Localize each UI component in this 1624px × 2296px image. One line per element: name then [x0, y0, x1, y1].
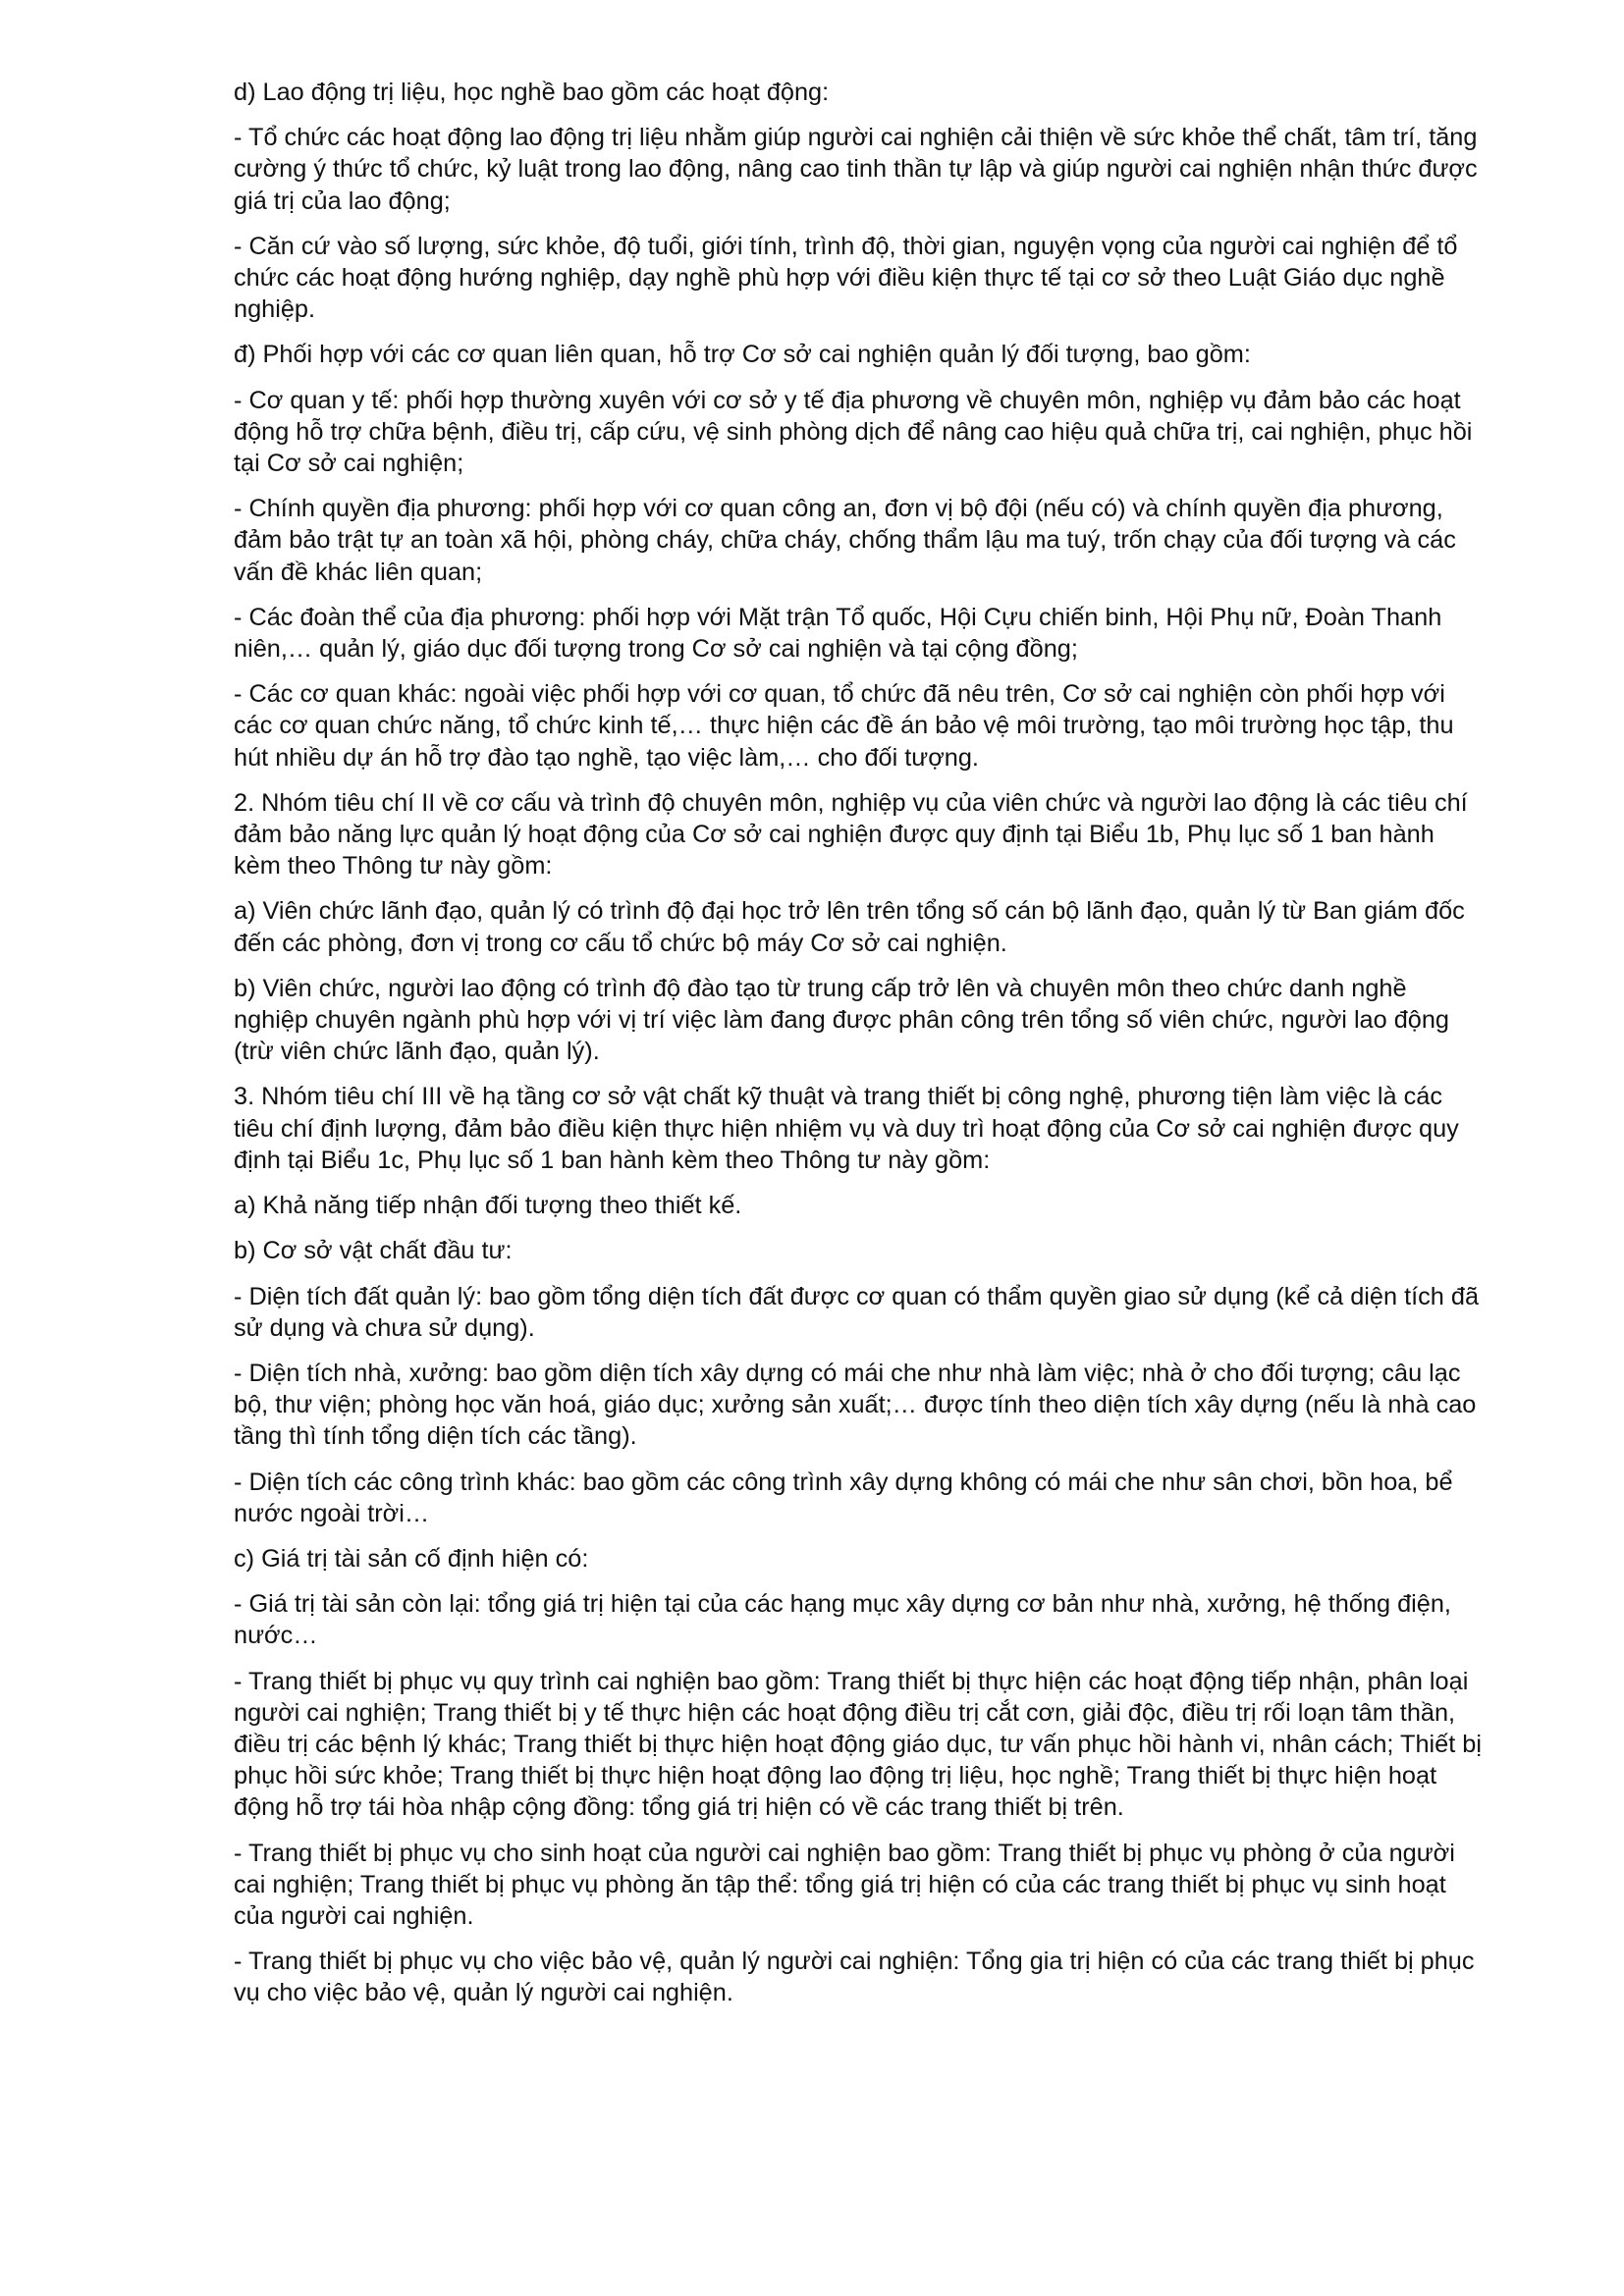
- paragraph-other-agencies: - Các cơ quan khác: ngoài việc phối hợp với cơ quan, tổ chức đã nêu trên, Cơ sở cai nghiện còn phối hợp với các cơ quan chức năng, tổ chức kinh tế,… thực hiện các đề án bảo vệ môi trường, tạo môi trường học tập, thu hút nhiều dự án hỗ trợ đào tạo nghề, tạo việc làm,… cho đối tượng.: [234, 680, 1454, 772]
- paragraph-other-works-area: - Diện tích các công trình khác: bao gồm các công trình xây dựng không có mái che như sân chơi, bồn hoa, bể nước ngoài trời…: [234, 1468, 1453, 1527]
- paragraph-criteria-3c: c) Giá trị tài sản cố định hiện có:: [234, 1544, 589, 1573]
- paragraph-criteria-2b: b) Viên chức, người lao động có trình độ đào tạo từ trung cấp trở lên và chuyên môn theo chức danh nghề nghiệp chuyên ngành phù hợp với vị trí việc làm đang được phân công trên tổng số viên chức, người lao động (trừ viên chức lãnh đạo, quản lý).: [234, 974, 1450, 1066]
- paragraph-living-equipment: - Trang thiết bị phục vụ cho sinh hoạt của người cai nghiện bao gồm: Trang thiết bị phục vụ phòng ở của người cai nghiện; Trang thiết bị phục vụ phòng ăn tập thể: tổng giá trị hiện có của các trang thiết bị phục vụ sinh hoạt của người cai nghiện.: [234, 1839, 1455, 1930]
- paragraph-local-unions: - Các đoàn thể của địa phương: phối hợp với Mặt trận Tổ quốc, Hội Cựu chiến binh, Hội Phụ nữ, Đoàn Thanh niên,… quản lý, giáo dục đối tượng trong Cơ sở cai nghiện và tại cộng đồng;: [234, 603, 1442, 664]
- paragraph-health-agency: - Cơ quan y tế: phối hợp thường xuyên với cơ sở y tế địa phương về chuyên môn, nghiệp vụ đảm bảo các hoạt động hỗ trợ chữa bệnh, điều trị, cấp cứu, vệ sinh phòng dịch để nâng cao hiệu quả chữa trị, cai nghiện, phục hồi tại Cơ sở cai nghiện;: [234, 386, 1473, 478]
- document-page: [234, 77, 1487, 2023]
- paragraph-criteria-group-3: 3. Nhóm tiêu chí III về hạ tầng cơ sở vật chất kỹ thuật và trang thiết bị công nghệ, phương tiện làm việc là các tiêu chí định lượng, đảm bảo điều kiện thực hiện nhiệm vụ và duy trì hoạt động của Cơ sở cai nghiện được quy định tại Biểu 1c, Phụ lục số 1 ban hành kèm theo Thông tư này gồm:: [234, 1083, 1459, 1174]
- paragraph-criteria-2a: a) Viên chức lãnh đạo, quản lý có trình độ đại học trở lên trên tổng số cán bộ lãnh đạo, quản lý từ Ban giám đốc đến các phòng, đơn vị trong cơ cấu tổ chức bộ máy Cơ sở cai nghiện.: [234, 897, 1465, 957]
- paragraph-building-area: - Diện tích nhà, xưởng: bao gồm diện tích xây dựng có mái che như nhà làm việc; nhà ở cho đối tượng; câu lạc bộ, thư viện; phòng học văn hoá, giáo dục; xưởng sản xuất;… được tính theo diện tích xây dựng (nếu là nhà cao tầng thì tính tổng diện tích các tầng).: [234, 1359, 1477, 1451]
- paragraph-vocational-guidance: - Căn cứ vào số lượng, sức khỏe, độ tuổi, giới tính, trình độ, thời gian, nguyện vọng của người cai nghiện để tổ chức các hoạt động hướng nghiệp, dạy nghề phù hợp với điều kiện thực tế tại cơ sở theo Luật Giáo dục nghề nghiệp.: [234, 232, 1458, 324]
- paragraph-dd-coordination-heading: đ) Phối hợp với các cơ quan liên quan, hỗ trợ Cơ sở cai nghiện quản lý đối tượng, bao gồm:: [234, 341, 1251, 369]
- paragraph-criteria-3a: a) Khả năng tiếp nhận đối tượng theo thiết kế.: [234, 1192, 742, 1220]
- paragraph-local-government: - Chính quyền địa phương: phối hợp với cơ quan công an, đơn vị bộ đội (nếu có) và chính quyền địa phương, đảm bảo trật tự an toàn xã hội, phòng cháy, chữa cháy, chống thẩm lậu ma tuý, trốn chạy của đối tượng và các vấn đề khác liên quan;: [234, 495, 1456, 586]
- paragraph-security-equipment: - Trang thiết bị phục vụ cho việc bảo vệ, quản lý người cai nghiện: Tổng gia trị hiện có của các trang thiết bị phục vụ cho việc bảo vệ, quản lý người cai nghiện.: [234, 1948, 1475, 2007]
- paragraph-remaining-asset-value: - Giá trị tài sản còn lại: tổng giá trị hiện tại của các hạng mục xây dựng cơ bản như nhà, xưởng, hệ thống điện, nước…: [234, 1590, 1451, 1650]
- paragraph-d-labor-therapy-heading: d) Lao động trị liệu, học nghề bao gồm các hoạt động:: [234, 79, 830, 106]
- paragraph-criteria-3b: b) Cơ sở vật chất đầu tư:: [234, 1237, 513, 1265]
- paragraph-rehab-equipment: - Trang thiết bị phục vụ quy trình cai nghiện bao gồm: Trang thiết bị thực hiện các hoạt động tiếp nhận, phân loại người cai nghiện; Trang thiết bị y tế thực hiện các hoạt động điều trị cắt cơn, giải độc, điều trị rối loạn tâm thần, điều trị các bệnh lý khác; Trang thiết bị thực hiện hoạt động giáo dục, tư vấn phục hồi hành vi, nhân cách; Thiết bị phục hồi sức khỏe; Trang thiết bị thực hiện hoạt động lao động trị liệu, học nghề; Trang thiết bị thực hiện hoạt động hỗ trợ tái hòa nhập cộng đồng: tổng giá trị hiện có về các trang thiết bị trên.: [234, 1667, 1482, 1822]
- paragraph-land-area: - Diện tích đất quản lý: bao gồm tổng diện tích đất được cơ quan có thẩm quyền giao sử dụng (kể cả diện tích đã sử dụng và chưa sử dụng).: [234, 1282, 1480, 1342]
- paragraph-criteria-group-2: 2. Nhóm tiêu chí II về cơ cấu và trình độ chuyên môn, nghiệp vụ của viên chức và người lao động là các tiêu chí đảm bảo năng lực quản lý hoạt động của Cơ sở cai nghiện được quy định tại Biểu 1b, Phụ lục số 1 ban hành kèm theo Thông tư này gồm:: [234, 788, 1468, 881]
- paragraph-labor-therapy-organize: - Tổ chức các hoạt động lao động trị liệu nhằm giúp người cai nghiện cải thiện về sức khỏe thể chất, tâm trí, tăng cường ý thức tổ chức, kỷ luật trong lao động, nâng cao tinh thần tự lập và giúp người cai nghiện nhận thức được giá trị của lao động;: [234, 124, 1478, 215]
